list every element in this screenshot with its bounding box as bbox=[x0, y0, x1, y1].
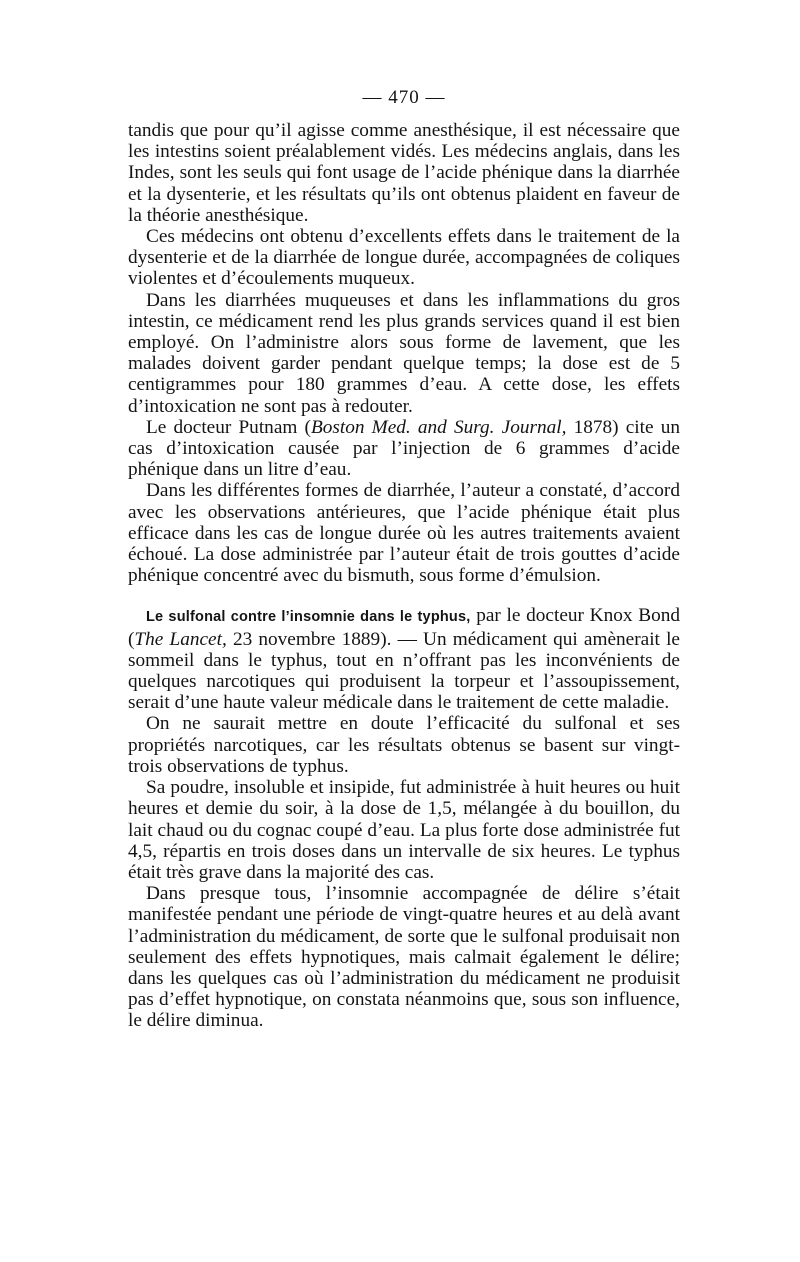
book-page bbox=[128, 86, 680, 1032]
paragraph: Dans presque tous, l’insomnie accompagnée de délire s’était manifestée pendant une période de vingt-quatre heures et au delà avant l’administration du médicament, de sorte que le sulfonal produisait non seulement des effets hypnotiques, mais calmait également le délire; dans les quelques cas où l’administration du médicament ne produisit pas d’effet hypnotique, on constata néanmoins que, sous son influence, le délire diminua. bbox=[128, 883, 680, 1032]
byline-before: par le docteur Knox Bond ( bbox=[128, 605, 680, 650]
article-intro bbox=[128, 605, 680, 713]
paragraph-continuation: tandis que pour qu’il agisse comme anesthésique, il est nécessaire que les intestins soient préalablement vidés. Les médecins anglais, dans les Indes, sont les seuls qui font usage de l’acide phénique dans la diarrhée et la dysenterie, et les résultats qu’ils ont obtenus plaident en faveur de la théorie anesthésique. bbox=[128, 120, 680, 226]
paragraph: Ces médecins ont obtenu d’excellents effets dans le traitement de la dysenterie et de la diarrhée de longue durée, accompagnées de coliques violentes et d’écoulements muqueux. bbox=[128, 226, 680, 290]
article-heading: Le sulfonal contre l’insomnie dans le typhus, bbox=[146, 609, 471, 626]
page-number: — 470 — bbox=[362, 87, 446, 108]
byline-after: 23 novembre 1889). — Un médicament qui amènerait le sommeil dans le typhus, tout en n’offrant pas les inconvénients de quelques narcotiques qui produisent la torpeur et l’assoupissement, serait d’une haute valeur médicale dans le traitement de cette maladie. bbox=[128, 628, 680, 714]
journal-title: The Lancet, bbox=[134, 628, 227, 650]
journal-title: Boston Med. and Surg. Journal, bbox=[310, 416, 567, 438]
article-sulfonal bbox=[128, 605, 680, 1031]
paragraph: Dans les différentes formes de diarrhée, l’auteur a constaté, d’accord avec les observations antérieures, que l’acide phénique était plus efficace dans les cas de longue durée où les autres traitements avaient échoué. La dose administrée par l’auteur était de trois gouttes d’acide phénique concentré avec du bismuth, sous forme d’émulsion. bbox=[128, 480, 680, 587]
article-carbolic-acid bbox=[128, 120, 680, 586]
putnam-text-before: Le docteur Putnam ( bbox=[146, 416, 311, 438]
putnam-text-after: 1878) cite un cas d’intoxication causée par l’injection de 6 grammes d’acide phénique dans un litre d’eau. bbox=[128, 416, 680, 481]
paragraph: On ne saurait mettre en doute l’efficacité du sulfonal et ses propriétés narcotiques, car les résultats obtenus se basent sur vingt-trois observations de typhus. bbox=[128, 713, 680, 777]
paragraph-putnam bbox=[128, 417, 680, 481]
paragraph: Sa poudre, insoluble et insipide, fut administrée à huit heures ou huit heures et demie du soir, à la dose de 1,5, mélangée à du bouillon, du lait chaud ou du cognac coupé d’eau. La plus forte dose administrée fut 4,5, répartis en trois doses dans un intervalle de six heures. Le typhus était très grave dans la majorité des cas. bbox=[128, 777, 680, 883]
paragraph: Dans les diarrhées muqueuses et dans les inflammations du gros intestin, ce médicament rend les plus grands services quand il est bien employé. On l’administre alors sous forme de lavement, que les malades doivent garder pendant quelque temps; la dose est de 5 centigrammes pour 180 grammes d’eau. A cette dose, les effets d’intoxication ne sont pas à redouter. bbox=[128, 289, 680, 417]
